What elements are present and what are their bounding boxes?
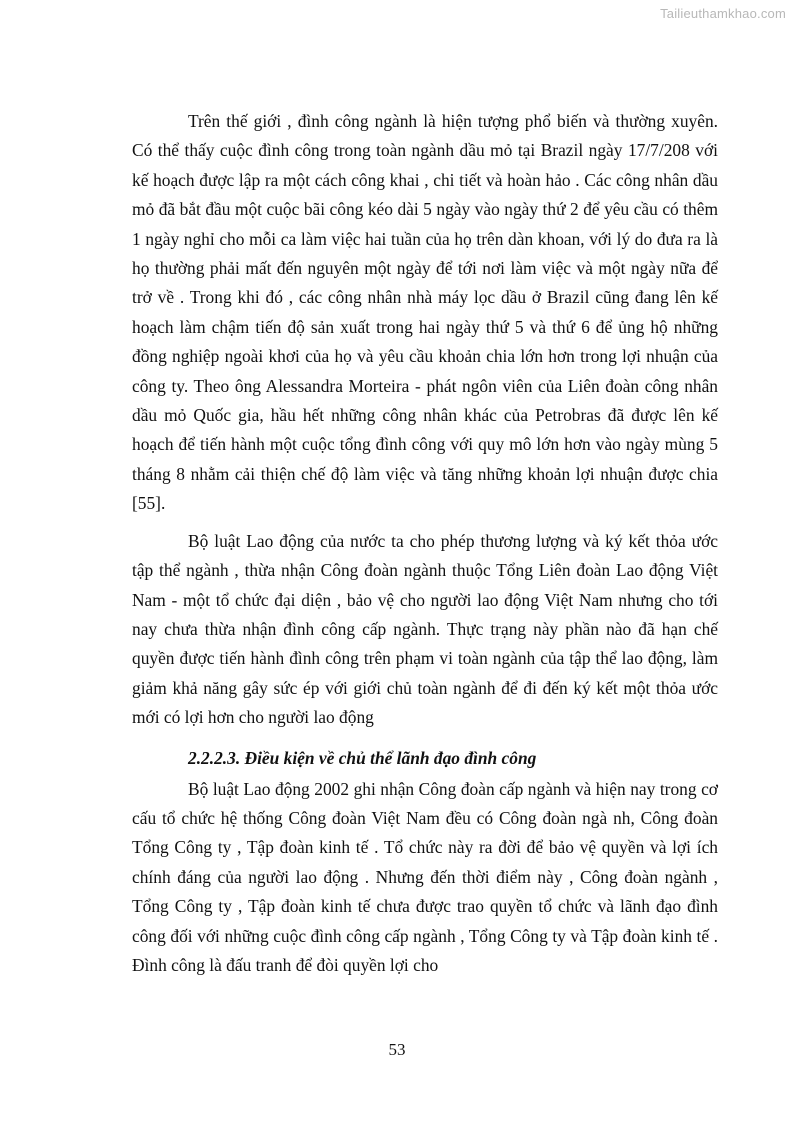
paragraph-union-leadership: Bộ luật Lao động 2002 ghi nhận Công đoàn cấp ngành và hiện nay trong cơ cấu tổ chức hệ thống Công đoàn Việt Nam đều có Công đoàn ngà nh, Công đoàn Tổng Công ty , Tập đoàn kinh tế . Tổ chức này ra đời để bảo vệ quyền và lợi ích chính đáng của người lao động . Nhưng đến thời điểm này , Công đoàn ngành , Tổng Công ty , Tập đoàn kinh tế chưa được trao quyền tổ chức và lãnh đạo đình công đối với những cuộc đình công cấp ngành , Tổng Công ty và Tập đoàn kinh tế . Đình công là đấu tranh để đòi quyền lợi cho bbox=[132, 778, 718, 975]
paragraph-labor-code: Bộ luật Lao động của nước ta cho phép thương lượng và ký kết thỏa ước tập thể ngành , thừa nhận Công đoàn ngành thuộc Tổng Liên đoàn Lao động Việt Nam - một tổ chức đại diện , bảo vệ cho người lao động Việt Nam nhưng cho tới nay chưa thừa nhận đình công cấp ngành. Thực trạng này phần nào đã hạn chế quyền được tiến hành đình công trên phạm vi toàn ngành của tập thể lao động, làm giảm khả năng gây sức ép với giới chủ toàn ngành để đi đến ký kết một thỏa ước mới có lợi hơn cho người lao động bbox=[132, 530, 718, 728]
watermark-text: Tailieuthamkhao.com bbox=[660, 6, 786, 21]
section-heading: 2.2.2.3. Điều kiện về chủ thể lãnh đạo đình công bbox=[188, 747, 537, 768]
page-number: 53 bbox=[388, 1040, 406, 1059]
paragraph-worldwide-strikes: Trên thế giới , đình công ngành là hiện tượng phổ biến và thường xuyên. Có thể thấy cuộc đình công trong toàn ngành dầu mỏ tại Brazil ngày 17/7/208 với kế hoạch được lập ra một cách công khai , chi tiết và hoàn hảo . Các công nhân dầu mỏ đã bắt đầu một cuộc bãi công kéo dài 5 ngày vào ngày thứ 2 để yêu cầu có thêm 1 ngày nghỉ cho mỗi ca làm việc hai tuần của họ trên dàn khoan, với lý do đưa ra là họ thường phải mất đến nguyên một ngày để tới nơi làm việc và một ngày nữa để trở về . Trong khi đó , các công nhân nhà máy lọc dầu ở Brazil cũng đang lên kế hoạch làm chậm tiến độ sản xuất trong hai ngày thứ 5 và thứ 6 để ủng hộ những đồng nghiệp ngoài khơi của họ và yêu cầu khoản chia lớn hơn trong lợi nhuận của công ty. Theo ông Alessandra Morteira - phát ngôn viên của Liên đoàn công nhân dầu mỏ Quốc gia, hầu hết những công nhân khác của Petrobras đã được lên kế hoạch để tiến hành một cuộc tổng đình công với quy mô lớn hơn vào ngày mùng 5 tháng 8 nhằm cải thiện chế độ làm việc và tăng những khoản lợi nhuận được chia [55]. bbox=[132, 111, 718, 514]
document-body bbox=[132, 107, 718, 980]
